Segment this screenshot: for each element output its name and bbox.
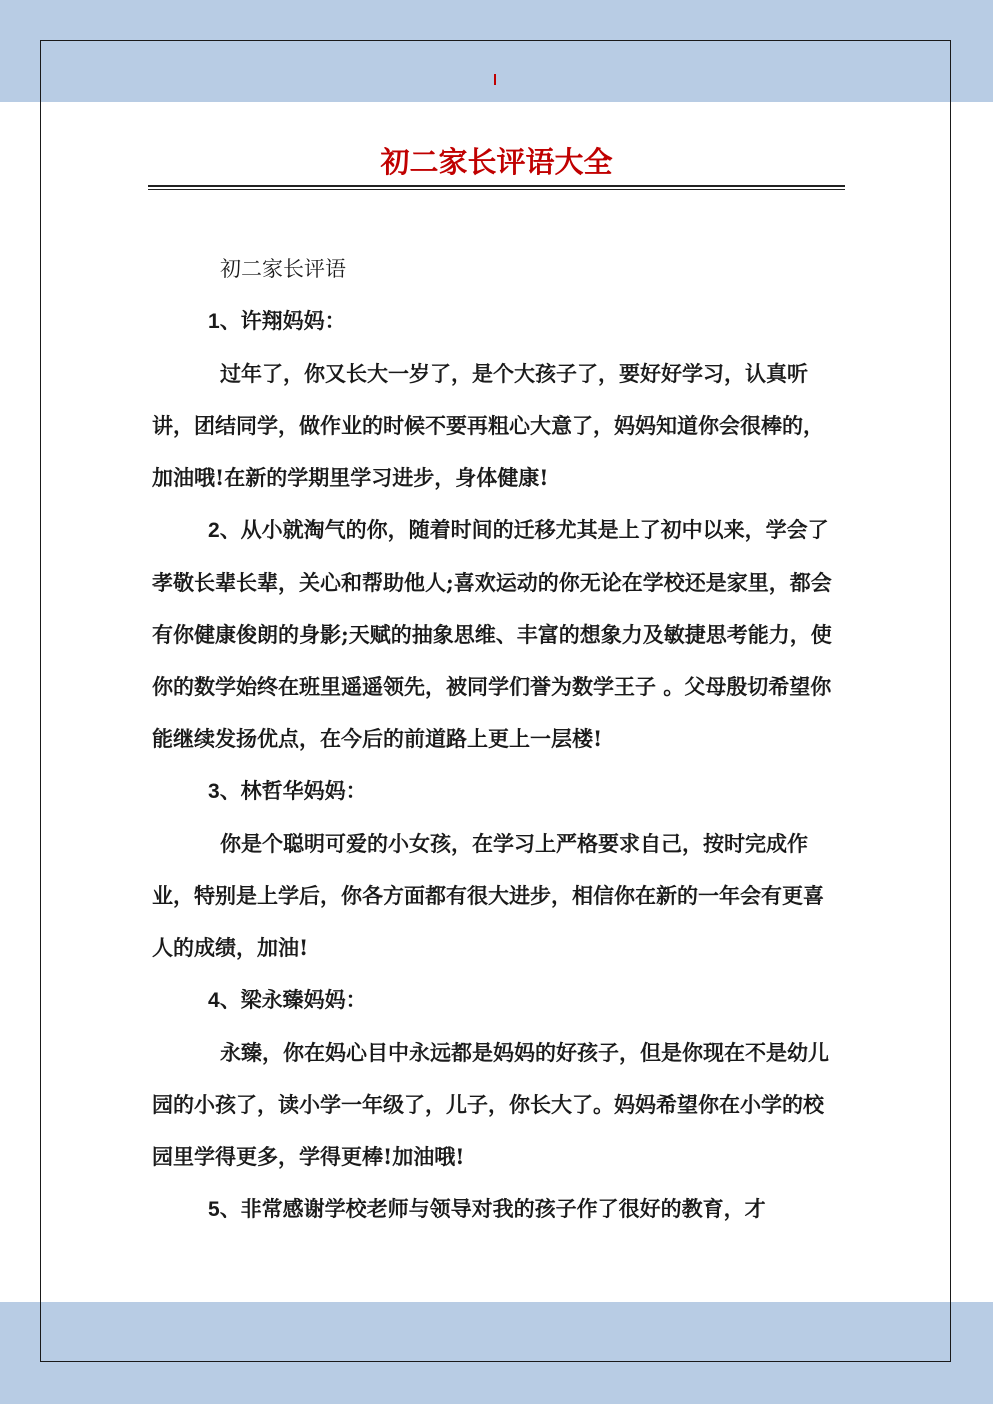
header-mark — [494, 74, 496, 85]
paragraph-body: 过年了，你又长大一岁了，是个大孩子了，要好好学习，认真听讲，团结同学，做作业的时候不要再粗心大意了，妈妈知道你会很棒的，加油哦!在新的学期里学习进步，身体健康! — [152, 361, 824, 490]
item-text: 、林哲华妈妈： — [219, 778, 367, 803]
paragraph-item-4 — [152, 974, 842, 1027]
item-number: 2 — [208, 519, 220, 542]
paragraph-item-5 — [152, 1183, 842, 1236]
document-title: 初二家长评语大全 — [380, 145, 613, 179]
item-number: 3 — [208, 780, 220, 803]
item-number: 4 — [208, 989, 220, 1012]
paragraph-body: 永臻，你在妈心目中永远都是妈妈的好孩子，但是你现在不是幼儿园的小孩了，读小学一年级了，儿子，你长大了。妈妈希望你在小学的校园里学得更多，学得更棒!加油哦! — [152, 1040, 829, 1169]
item-text: 、非常感谢学校老师与领导对我的孩子作了很好的教育，才 — [219, 1196, 766, 1221]
paragraph-item-1 — [152, 295, 842, 348]
title-divider — [148, 185, 845, 190]
paragraph-item-3 — [152, 765, 842, 818]
item-number: 5 — [208, 1198, 220, 1221]
paragraph-body: 你是个聪明可爱的小女孩，在学习上严格要求自己，按时完成作业，特别是上学后，你各方面都有很大进步，相信你在新的一年会有更喜人的成绩，加油! — [152, 831, 824, 960]
document-body — [152, 243, 842, 1236]
item-text: 、从小就淘气的你，随着时间的迁移尤其是上了初中以来，学会了孝敬长辈长辈，关心和帮助他人;喜欢运动的你无论在学校还是家里，都会有你健康俊朗的身影;天赋的抽象思维、丰富的想象力及敏捷思考能力，使你的数学始终在班里遥遥领先，被同学们誉为数学王子 。父母殷切希望你能继续发扬优点，在今后的前道路上更上一层楼! — [152, 517, 832, 751]
paragraph-item-2 — [152, 504, 842, 765]
item-text: 、许翔妈妈： — [219, 308, 346, 333]
item-text: 、梁永臻妈妈： — [219, 987, 367, 1012]
document-subtitle: 初二家长评语 — [220, 257, 346, 281]
item-number: 1 — [208, 310, 220, 333]
